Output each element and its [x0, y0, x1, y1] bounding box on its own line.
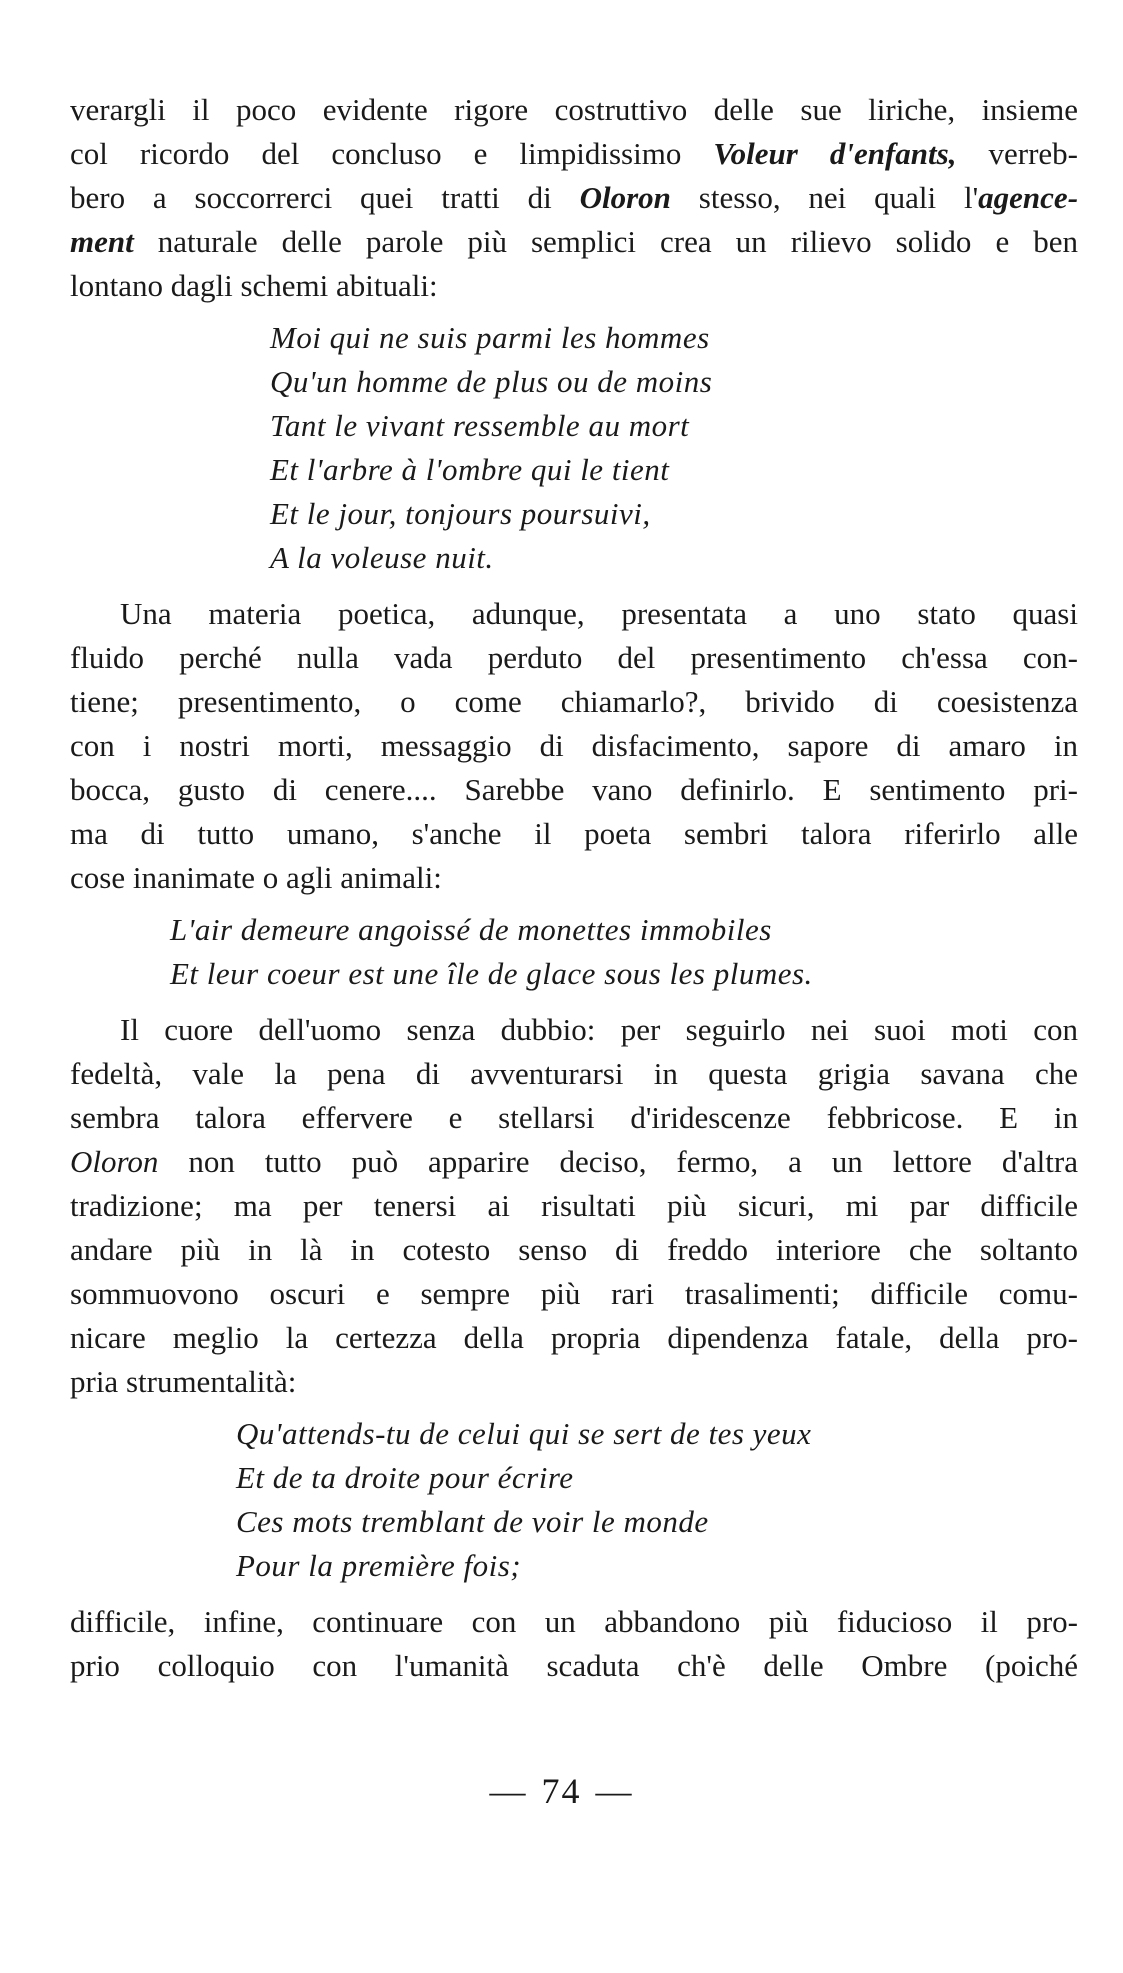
paragraph-2 — [70, 592, 1078, 900]
title-oloron: Oloron — [579, 180, 671, 215]
page-body — [70, 88, 1078, 1688]
verse-line: Tant le vivant ressemble au mort — [270, 408, 690, 443]
text-line: Una materia poetica, adunque, presentata a uno stato quasi — [120, 596, 1078, 631]
title-voleur-denfants: Voleur d'enfants, — [713, 136, 957, 171]
page-number-value: 74 — [541, 1771, 582, 1811]
text-line: con i nostri morti, messaggio di disfacimento, sapore di amaro in — [70, 728, 1078, 763]
verse-line: Et de ta droite pour écrire — [236, 1460, 574, 1495]
text-line: tradizione; ma per tenersi ai risultati più sicuri, mi par difficile — [70, 1188, 1078, 1223]
verse-line: Qu'attends-tu de celui qui se sert de tes yeux — [236, 1416, 812, 1451]
text-line: fluido perché nulla vada perduto del presentimento ch'essa con- — [70, 640, 1078, 675]
paragraph-4 — [70, 1600, 1078, 1688]
folio-dash-left: — — [489, 1771, 528, 1811]
paragraph-3 — [70, 1008, 1078, 1404]
text-line: Il cuore dell'uomo senza dubbio: per seguirlo nei suoi moti con — [120, 1012, 1078, 1047]
paragraph-1 — [70, 88, 1078, 308]
folio-dash-right: — — [595, 1771, 634, 1811]
text-line: tiene; presentimento, o come chiamarlo?, brivido di coesistenza — [70, 684, 1078, 719]
text-line: cose inanimate o agli animali: — [70, 860, 442, 895]
verse-line: Pour la première fois; — [236, 1548, 522, 1583]
text-line: pria strumentalità: — [70, 1364, 297, 1399]
verse-quote-2 — [70, 908, 1078, 996]
verse-line: Et le jour, tonjours poursuivi, — [270, 496, 651, 531]
text-line: fedeltà, vale la pena di avventurarsi in questa grigia savana che — [70, 1056, 1078, 1091]
text-line: difficile, infine, continuare con un abbandono più fiducioso il pro- — [70, 1604, 1078, 1639]
verse-line: L'air demeure angoissé de monettes immobiles — [170, 912, 772, 947]
verse-line: Et l'arbre à l'ombre qui le tient — [270, 452, 670, 487]
text-line: ment naturale delle parole più semplici crea un rilievo solido e ben — [70, 224, 1078, 259]
verse-quote-3 — [70, 1412, 1078, 1588]
verse-line: Ces mots tremblant de voir le monde — [236, 1504, 709, 1539]
verse-line: Et leur coeur est une île de glace sous les plumes. — [170, 956, 813, 991]
text-line: ma di tutto umano, s'anche il poeta sembri talora riferirlo alle — [70, 816, 1078, 851]
text-line: bocca, gusto di cenere.... Sarebbe vano definirlo. E sentimento pri- — [70, 772, 1078, 807]
text-line: prio colloquio con l'umanità scaduta ch'è delle Ombre (poiché — [70, 1648, 1078, 1683]
text-line: lontano dagli schemi abituali: — [70, 268, 438, 303]
verse-line: Qu'un homme de plus ou de moins — [270, 364, 713, 399]
text-line: andare più in là in cotesto senso di freddo interiore che soltanto — [70, 1232, 1078, 1267]
text-line: sembra talora effervere e stellarsi d'iridescenze febbricose. E in — [70, 1100, 1078, 1135]
text-line: bero a soccorrerci quei tratti di Oloron stesso, nei quali l'agence- — [70, 180, 1079, 215]
verse-line: A la voleuse nuit. — [270, 540, 494, 575]
verse-quote-1 — [70, 316, 1078, 580]
page-number — [0, 1770, 1123, 1812]
text-line: Oloron non tutto può apparire deciso, fermo, a un lettore d'altra — [70, 1144, 1078, 1179]
text-line: col ricordo del concluso e limpidissimo Voleur d'enfants, verreb- — [70, 136, 1078, 171]
title-oloron: Oloron — [70, 1144, 159, 1179]
text-line: verargli il poco evidente rigore costruttivo delle sue liriche, insieme — [70, 92, 1078, 127]
text-line: sommuovono oscuri e sempre più rari trasalimenti; difficile comu- — [70, 1276, 1078, 1311]
text-line: nicare meglio la certezza della propria dipendenza fatale, della pro- — [70, 1320, 1078, 1355]
verse-line: Moi qui ne suis parmi les hommes — [270, 320, 710, 355]
